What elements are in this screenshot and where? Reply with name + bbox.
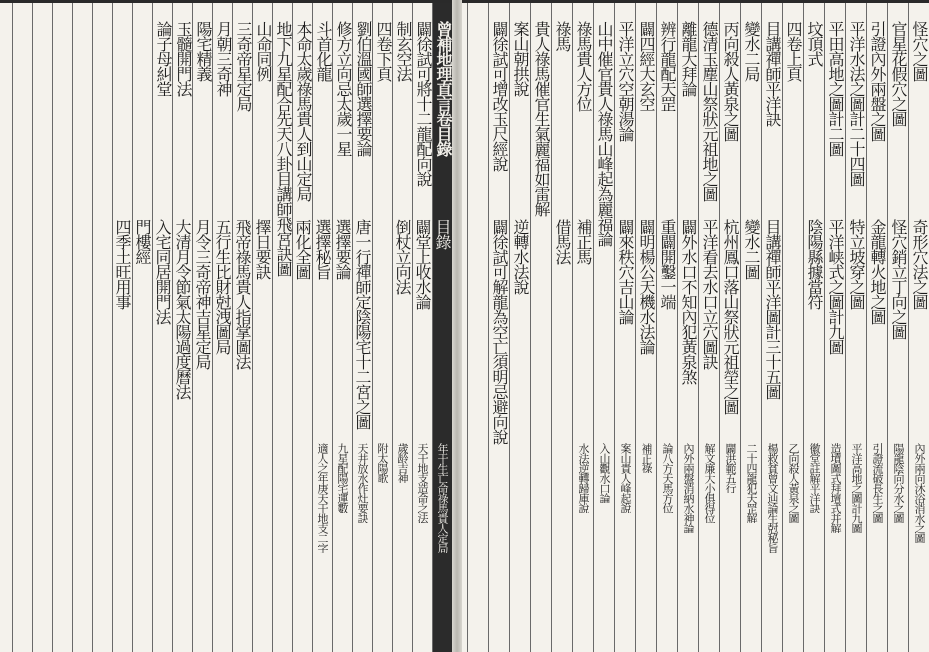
toc-entry-third: 案山貴人峰起說 (619, 443, 632, 513)
toc-entry-third: 九星配陽宅運數 (336, 443, 349, 513)
toc-entry-third: 歲龄吉神 (396, 443, 409, 483)
toc-entry-lower: 唐一行禪師定陰陽宅十二宮之圖 (353, 219, 372, 429)
toc-entry-lower: 闢外水口不知內犯黃泉煞 (679, 219, 698, 384)
toc-entry: 辨行龍配天罡 (658, 21, 677, 111)
toc-entry: 德清玉塵山祭狀元祖地之圖 (700, 21, 719, 201)
toc-entry-lower: 闢堂上收水論 (413, 219, 432, 309)
toc-column (467, 3, 488, 652)
toc-entry-lower: 怪穴銷立丁向之圖 (889, 219, 908, 339)
book-gutter (452, 0, 462, 652)
toc-entry: 官星花假穴之圖 (889, 21, 908, 126)
toc-column (614, 3, 635, 652)
toc-column (372, 3, 392, 652)
toc-entry: 修方立向忌太歲一星 (334, 21, 353, 156)
toc-entry-lower: 借馬法 (553, 219, 572, 264)
toc-entry: 闢四經大玄空 (637, 21, 656, 111)
toc-column (352, 3, 372, 652)
toc-entry: 月朝三奇神 (214, 21, 233, 96)
toc-column (232, 3, 252, 652)
toc-column (635, 3, 656, 652)
toc-entry: 四卷上頁 (784, 21, 803, 81)
toc-entry: 引證內外兩盤之圖 (868, 21, 887, 141)
toc-column (332, 3, 352, 652)
toc-column (152, 3, 172, 652)
toc-entry: 玉髓開門法 (174, 21, 193, 96)
toc-entry-third: 水法逆轉歸庫說 (577, 443, 590, 513)
toc-column (192, 3, 212, 652)
toc-column (212, 3, 232, 652)
toc-entry: 祿馬貴人方位 (574, 21, 593, 111)
toc-column (803, 3, 824, 652)
toc-entry-lower: 四季土旺用事 (113, 219, 132, 309)
toc-column (12, 3, 32, 652)
toc-column (509, 3, 530, 652)
toc-entry-third: 平洋高地之圖計九圖 (850, 443, 863, 533)
toc-entry-third: 適人之年庚天干地支二字 (316, 443, 329, 553)
toc-entry-third: 楊救貧曾文辿論生尅秘旨 (766, 443, 779, 553)
toc-column (72, 3, 92, 652)
toc-column (52, 3, 72, 652)
toc-column (551, 3, 572, 652)
toc-entry-lower: 逆轉水法說 (511, 219, 530, 294)
toc-column (740, 3, 761, 652)
toc-entry: 離龍大拜論 (679, 21, 698, 96)
toc-entry: 怪穴之圖 (910, 21, 929, 81)
toc-column (530, 3, 551, 652)
toc-entry-lower: 兩化全圖 (293, 219, 312, 279)
toc-entry-third: 陽龍陰向分水之圖 (892, 443, 905, 523)
toc-entry: 制玄空法 (394, 21, 413, 81)
toc-entry-third: 內外兩向沐浴消水之圖 (913, 443, 926, 543)
left-page-table-of-contents (0, 0, 452, 652)
toc-entry-lower: 選擇要論 (333, 219, 352, 279)
toc-column (845, 3, 866, 652)
toc-entry-third: 天井放水作灶要訣 (356, 443, 369, 523)
toc-column (112, 3, 132, 652)
toc-entry: 變水二局 (742, 21, 761, 81)
toc-entry-lower: 陰陽縣據當符 (805, 219, 824, 309)
toc-column (761, 3, 782, 652)
toc-entry-third: 補正祿 (640, 443, 653, 473)
toc-entry-lower: 飛帝祿馬貴人指掌圖法 (233, 219, 252, 369)
toc-column (698, 3, 719, 652)
toc-entry-third: 天干地支造命之法 (416, 443, 429, 523)
toc-column (272, 3, 292, 652)
toc-entry: 闢徐試可將十二龍配向說 (414, 21, 433, 186)
toc-entry-lower: 大清月令節氣太陽過度曆法 (173, 219, 192, 399)
toc-column (824, 3, 845, 652)
toc-column (866, 3, 887, 652)
toc-entry: 四卷下頁 (374, 21, 393, 81)
toc-entry: 論子母糾堂 (154, 21, 173, 96)
toc-column (593, 3, 614, 652)
toc-entry-third: 年干生亡命祿馬貴人定局 (436, 443, 449, 553)
toc-entry-third: 解文廉大小俱得位 (703, 443, 716, 523)
toc-entry: 劉伯溫國師選擇要論 (354, 21, 373, 156)
toc-entry-third: 內外兩盤消納水神論 (682, 443, 695, 533)
toc-entry-third: 乙向殺人黃泉之圖 (787, 443, 800, 523)
toc-entry: 闢徐試可增改玉尺經說 (490, 21, 509, 171)
toc-entry-lower: 特立坡穿之圖 (847, 219, 866, 309)
toc-entry-lower: 奇形穴法之圖 (910, 219, 929, 309)
toc-entry-lower: 變水二圖 (742, 219, 761, 279)
toc-entry: 三奇帝星定局 (234, 21, 253, 111)
toc-column (412, 3, 432, 652)
toc-column (32, 3, 52, 652)
toc-entry-lower: 闢徐試可解龍為空亡須明忌避向說 (490, 219, 509, 444)
toc-entry-lower: 杭州鳳口落山祭狀元祖塋之圖 (721, 219, 740, 414)
toc-entry-third: 入山觀水口論 (598, 443, 611, 503)
toc-entry-lower: 目講禪師平洋圖計三十五圖 (763, 219, 782, 399)
toc-column (572, 3, 593, 652)
toc-entry-third: 闢洪範五行 (724, 443, 737, 493)
toc-entry: 本命太歲祿馬貴人到山定局 (294, 21, 313, 201)
toc-entry: 山中催官貴人祿馬山峰起為麗福論 (595, 21, 614, 246)
toc-column (488, 3, 509, 652)
toc-entry-lower: 倒杖立向法 (393, 219, 412, 294)
toc-entry-lower: 補正馬 (574, 219, 593, 264)
toc-entry-lower: 門樓經 (133, 219, 152, 264)
toc-entry-lower: 闢明楊公天機水法論 (637, 219, 656, 354)
toc-entry-lower: 闢來秩穴吉山論 (616, 219, 635, 324)
toc-entry-lower: 金龍轉火地之圖 (868, 219, 887, 324)
toc-entry-third: 附太陽歌 (376, 443, 389, 483)
toc-entry: 山命同例 (254, 21, 273, 81)
toc-column (252, 3, 272, 652)
toc-entry: 目講禪師平洋訣 (763, 21, 782, 126)
toc-column (392, 3, 412, 652)
toc-entry-lower: 入宅同居開門法 (153, 219, 172, 324)
toc-column (172, 3, 192, 652)
toc-entry-third: 引證流破長生之圖 (871, 443, 884, 523)
toc-entry: 平洋立穴空朝湯論 (616, 21, 635, 141)
toc-column (887, 3, 908, 652)
toc-column (677, 3, 698, 652)
right-page-table-of-contents (462, 0, 929, 652)
toc-entry: 地下九星配合先天八卦目講師飛宮訣圖 (274, 21, 293, 276)
toc-entry: 貴人祿馬催官生氣麗福如雷解 (532, 21, 551, 216)
toc-entry: 曾補地理直言卷目錄 (434, 21, 453, 156)
toc-entry-lower: 重闢開鑿一端 (658, 219, 677, 309)
toc-column (656, 3, 677, 652)
toc-entry-lower: 平洋峡式之圖計九圖 (826, 219, 845, 354)
toc-entry-third: 論八方天馬方位 (661, 443, 674, 513)
toc-entry-lower: 平洋看去水口立穴圖訣 (700, 219, 719, 369)
toc-column (719, 3, 740, 652)
toc-entry-third: 徽堂註解平洋訣 (808, 443, 821, 513)
toc-entry: 祿馬 (553, 21, 572, 51)
toc-entry-lower: 五行生比財尅洩圖局 (213, 219, 232, 354)
toc-column (92, 3, 112, 652)
toc-entry: 坟頂式 (805, 21, 824, 66)
toc-entry: 丙向殺人黃泉之圖 (721, 21, 740, 141)
toc-entry: 平洋水法之圖計二十四圖 (847, 21, 866, 186)
toc-entry-lower: 月令三奇帝神吉星定局 (193, 219, 212, 369)
toc-entry-third: 二十四龍犯天罡解 (745, 443, 758, 523)
toc-column (782, 3, 803, 652)
toc-entry-third: 造墳圖式拜壇式并解 (829, 443, 842, 533)
toc-column (132, 3, 152, 652)
toc-entry: 案山朝拱說 (511, 21, 530, 96)
toc-entry-lower: 擇日要訣 (253, 219, 272, 279)
toc-entry: 平田高地之圖計二圖 (826, 21, 845, 156)
toc-entry: 陽宅精義 (194, 21, 213, 81)
toc-entry-lower: 選擇秘旨 (313, 219, 332, 279)
toc-column (908, 3, 929, 652)
toc-column (312, 3, 332, 652)
toc-column (292, 3, 312, 652)
toc-column (432, 3, 452, 652)
toc-entry-lower: 目錄 (433, 219, 452, 249)
toc-entry: 斗首化龍 (314, 21, 333, 81)
